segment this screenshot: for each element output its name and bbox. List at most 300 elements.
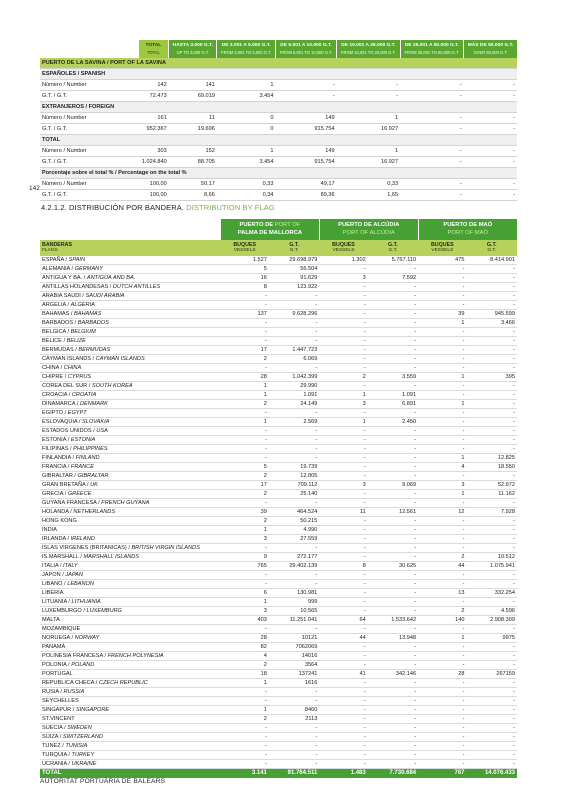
row-value: 49,17: [276, 179, 337, 190]
flag-value: -: [221, 292, 269, 301]
flag-value: -: [368, 355, 418, 364]
flag-value: -: [368, 409, 418, 418]
flag-name-separator: /: [77, 419, 83, 425]
flag-name-es: CHINA: [42, 365, 60, 371]
row-value: -: [276, 91, 337, 102]
flag-name: [40, 607, 221, 616]
flag-name: [40, 382, 221, 391]
columns-header-row: [40, 240, 517, 256]
flag-name: [40, 418, 221, 427]
flag-name-separator: /: [60, 572, 66, 578]
flag-value: -: [319, 751, 367, 760]
total-label: TOTAL: [40, 769, 221, 779]
flag-name-es: TURQUIA: [42, 752, 67, 758]
flag-name-separator: /: [65, 329, 71, 335]
flag-value: -: [319, 265, 367, 274]
flag-value: 41: [319, 670, 367, 679]
flag-name: [40, 715, 221, 724]
flag-name-en: DUTCH ANTILLES: [112, 284, 161, 290]
row-value: 152: [169, 146, 217, 157]
flag-value: -: [368, 427, 418, 436]
flag-value: -: [467, 499, 517, 508]
flag-name-en: TUNISIA: [65, 743, 88, 749]
row-value: 8,66: [169, 190, 217, 201]
flag-value: -: [418, 751, 466, 760]
flag-row: [40, 607, 517, 616]
row-value: -: [464, 190, 517, 201]
flag-value: -: [467, 661, 517, 670]
flag-name: [40, 688, 221, 697]
flag-value: 30.625: [368, 562, 418, 571]
flag-name-es: NORUEGA: [42, 635, 70, 641]
flag-name-es: SEYCHELLES: [42, 698, 79, 704]
flag-value: -: [319, 472, 367, 481]
footer-text: AUTORITAT PORTUÀRIA DE BALEARS: [40, 778, 166, 785]
row-value: 1: [217, 80, 276, 91]
port-alcudia-header: PUERTO DE ALCÚDIA PORT OF ALCÚDIA: [319, 219, 418, 240]
flag-value: -: [319, 436, 367, 445]
flag-name: [40, 454, 221, 463]
flag-row: [40, 319, 517, 328]
row-value: 1: [217, 146, 276, 157]
flag-value: 1: [221, 706, 269, 715]
flag-row: [40, 553, 517, 562]
flag-row: [40, 517, 517, 526]
flag-value: -: [368, 346, 418, 355]
flag-name-en: LITHUANIA: [71, 599, 101, 605]
flag-name-en: CZECH REPUBLIC: [98, 680, 148, 686]
flag-name: [40, 580, 221, 589]
flag-name-separator: /: [60, 743, 66, 749]
flag-row: [40, 616, 517, 625]
flag-value: 5: [221, 463, 269, 472]
flag-value: -: [368, 553, 418, 562]
flag-name: [40, 526, 221, 535]
flag-name: [40, 319, 221, 328]
col-flags: BANDERAS FLAGS: [40, 240, 221, 256]
flag-value: -: [418, 724, 466, 733]
flag-name-es: BELGICA: [42, 329, 66, 335]
flag-name: [40, 301, 221, 310]
flag-value: -: [319, 535, 367, 544]
flag-value: 765: [221, 562, 269, 571]
flag-value: 7.928: [467, 508, 517, 517]
flag-value: 16: [221, 274, 269, 283]
flag-value: 3: [221, 607, 269, 616]
size-distribution-table: [40, 40, 517, 201]
flag-value: -: [269, 688, 319, 697]
data-row: [40, 157, 517, 168]
flag-value: 342.146: [368, 670, 418, 679]
flag-name-en: POLAND: [71, 662, 95, 668]
flag-value: -: [467, 427, 517, 436]
flag-value: -: [221, 688, 269, 697]
flag-value: -: [418, 382, 466, 391]
row-value: 1.024.840: [138, 157, 169, 168]
flag-row: [40, 328, 517, 337]
flag-value: -: [221, 409, 269, 418]
flag-name-en: BELIZE: [66, 338, 86, 344]
flag-value: -: [368, 733, 418, 742]
flag-value: -: [319, 499, 367, 508]
flag-value: 52.972: [467, 481, 517, 490]
flag-value: -: [319, 463, 367, 472]
flag-value: -: [221, 427, 269, 436]
flag-value: 3: [319, 274, 367, 283]
flag-name-es: GRECIA: [42, 491, 64, 497]
row-label: G.T. / G.T.: [40, 157, 138, 168]
flag-name: [40, 508, 221, 517]
flag-value: 6: [221, 589, 269, 598]
flag-name-separator: /: [70, 455, 76, 461]
flag-value: -: [467, 760, 517, 769]
flag-value: -: [467, 742, 517, 751]
flag-name: [40, 589, 221, 598]
flag-value: -: [467, 283, 517, 292]
flag-value: -: [269, 445, 319, 454]
flag-name: [40, 634, 221, 643]
flag-name-en: CAYMAN ISLANDS: [95, 356, 145, 362]
flag-value: -: [418, 499, 466, 508]
flag-value: -: [418, 436, 466, 445]
flag-value: -: [418, 445, 466, 454]
flag-name-separator: /: [91, 356, 96, 362]
flag-row: [40, 445, 517, 454]
flag-value: -: [418, 598, 466, 607]
flag-value: -: [368, 337, 418, 346]
flag-value: 56.504: [269, 265, 319, 274]
flag-value: -: [418, 409, 466, 418]
flag-value: -: [467, 445, 517, 454]
flag-name-separator: /: [63, 410, 68, 416]
flag-value: -: [368, 751, 418, 760]
flag-name: [40, 697, 221, 706]
row-value: 11: [169, 113, 217, 124]
flag-value: -: [418, 328, 466, 337]
flag-value: -: [368, 607, 418, 616]
flag-name-separator: /: [73, 320, 78, 326]
flag-value: 18.550: [467, 463, 517, 472]
section-title: EXTRANJEROS / FOREIGN: [40, 102, 517, 113]
data-row: [40, 190, 517, 201]
flag-name-en: SOUTH KOREA: [91, 383, 133, 389]
flag-value: -: [467, 571, 517, 580]
flag-value: 1.302: [319, 256, 367, 265]
flag-name-es: ANTILLAS HOLANDESAS: [42, 284, 109, 290]
flag-value: 12.805: [269, 472, 319, 481]
flag-value: -: [269, 319, 319, 328]
flag-row: [40, 652, 517, 661]
row-value: -: [400, 157, 464, 168]
flag-name-en: SWEDEN: [67, 725, 92, 731]
flag-value: -: [221, 733, 269, 742]
flag-name: [40, 562, 221, 571]
flag-value: 3.466: [467, 319, 517, 328]
flag-value: -: [319, 364, 367, 373]
flag-name-en: MARSHALL ISLANDS: [83, 554, 140, 560]
flag-name-en: GIBRALTAR: [77, 473, 109, 479]
flag-name-separator: /: [63, 257, 69, 263]
flag-value: 130.981: [269, 589, 319, 598]
flag-value: 475: [418, 256, 466, 265]
flag-value: -: [418, 346, 466, 355]
flag-name: [40, 445, 221, 454]
flag-name-es: BELICE: [42, 338, 62, 344]
flag-name: [40, 427, 221, 436]
page-number: 142: [29, 185, 40, 192]
flag-name-es: EGIPTO: [42, 410, 64, 416]
flag-value: -: [368, 679, 418, 688]
flag-value: -: [319, 454, 367, 463]
flag-value: 2113: [269, 715, 319, 724]
flag-value: 29.990: [269, 382, 319, 391]
flag-name-separator: /: [96, 500, 102, 506]
flag-value: -: [221, 697, 269, 706]
row-value: 69.019: [169, 91, 217, 102]
flag-name: [40, 517, 221, 526]
flag-value: 64: [319, 616, 367, 625]
row-value: 16.927: [337, 157, 401, 168]
flag-row: [40, 310, 517, 319]
flag-value: 2: [319, 373, 367, 382]
row-value: 303: [138, 146, 169, 157]
flag-value: -: [418, 715, 466, 724]
flag-value: -: [368, 499, 418, 508]
flag-value: -: [368, 301, 418, 310]
flag-row: [40, 589, 517, 598]
flag-value: -: [418, 697, 466, 706]
flag-value: -: [269, 697, 319, 706]
flag-name-es: BARBADOS: [42, 320, 74, 326]
flag-name: [40, 733, 221, 742]
flag-name-es: ESTONIA: [42, 437, 67, 443]
flag-value: 17: [221, 481, 269, 490]
flag-name-en: SLOVAKIA: [82, 419, 110, 425]
flag-value: -: [467, 715, 517, 724]
row-value: 0,34: [217, 190, 276, 201]
flag-value: 999: [269, 598, 319, 607]
flag-name-es: GIBRALTAR: [42, 473, 73, 479]
flag-value: 91.629: [269, 274, 319, 283]
flag-name: [40, 256, 221, 265]
flag-name-separator: /: [68, 446, 74, 452]
flag-value: -: [368, 706, 418, 715]
flag-value: 464.524: [269, 508, 319, 517]
row-value: -: [464, 91, 517, 102]
flag-name-en: UK: [90, 482, 98, 488]
flag-row: [40, 643, 517, 652]
flag-value: 14016: [269, 652, 319, 661]
flag-value: 5: [221, 265, 269, 274]
row-value: -: [464, 113, 517, 124]
flag-name: [40, 670, 221, 679]
flag-value: -: [319, 517, 367, 526]
flag-row: [40, 436, 517, 445]
flag-name-en: SWITZERLAND: [62, 734, 103, 740]
flag-name-separator: /: [81, 608, 87, 614]
col-gt: G.T. G.T.: [269, 240, 319, 256]
flag-name-separator: /: [66, 752, 72, 758]
section-title: TOTAL: [40, 135, 517, 146]
row-label: Número / Number: [40, 146, 138, 157]
flag-name: [40, 625, 221, 634]
flag-name-es: JAPON: [42, 572, 61, 578]
flag-value: 137: [221, 310, 269, 319]
flag-value: -: [467, 751, 517, 760]
row-value: 0: [217, 113, 276, 124]
flag-value: -: [269, 337, 319, 346]
flag-row: [40, 535, 517, 544]
flag-value: -: [221, 499, 269, 508]
flag-name-es: CHIPRE: [42, 374, 64, 380]
row-value: 141: [169, 80, 217, 91]
flag-value: -: [319, 409, 367, 418]
flag-value: -: [368, 715, 418, 724]
flag-value: -: [418, 643, 466, 652]
flag-name-es: DINAMARCA: [42, 401, 76, 407]
row-value: -: [464, 157, 517, 168]
flag-row: [40, 283, 517, 292]
flag-value: -: [269, 292, 319, 301]
flag-name-es: CROACIA: [42, 392, 68, 398]
flag-value: -: [269, 580, 319, 589]
flag-value: -: [221, 580, 269, 589]
flag-name: [40, 346, 221, 355]
flag-value: 39: [418, 310, 466, 319]
flag-value: -: [319, 661, 367, 670]
header-3001-5000: DE 3.001 A 5.000 G.T. FROM 3,001 TO 5,000 G.T.: [217, 40, 276, 58]
section-title-en: DISTRIBUTION BY FLAG: [186, 203, 275, 212]
flag-value: -: [418, 625, 466, 634]
flag-name-es: CAYMAN ISLANDS: [42, 356, 92, 362]
flag-value: -: [467, 517, 517, 526]
flag-value: -: [368, 643, 418, 652]
flag-name-es: MOZAMBIQUE: [42, 626, 81, 632]
row-value: 0,33: [337, 179, 401, 190]
flag-value: 82: [221, 643, 269, 652]
flag-value: -: [368, 526, 418, 535]
flag-name-es: ARABIA SAUDI: [42, 293, 81, 299]
flag-value: 332.254: [467, 589, 517, 598]
row-value: 89,36: [276, 190, 337, 201]
flag-name-es: FILIPINAS: [42, 446, 69, 452]
flag-name-separator: /: [58, 734, 63, 740]
flag-value: 18: [221, 670, 269, 679]
row-value: -: [400, 80, 464, 91]
flag-value: -: [319, 733, 367, 742]
flag-name: [40, 328, 221, 337]
port-palma-header: PUERTO DE PORT OF PALMA DE MALLORCA: [221, 219, 320, 240]
flag-value: -: [368, 292, 418, 301]
flag-value: 140: [418, 616, 466, 625]
row-value: -: [400, 91, 464, 102]
flag-value: -: [269, 364, 319, 373]
flag-value: 44: [319, 634, 367, 643]
flag-name-separator: /: [108, 284, 113, 290]
flag-value: -: [418, 337, 466, 346]
flag-value: -: [368, 328, 418, 337]
flag-value: -: [319, 544, 367, 553]
flag-value: -: [467, 688, 517, 697]
flag-value: -: [418, 580, 466, 589]
flag-name: [40, 652, 221, 661]
flag-value: 24.149: [269, 400, 319, 409]
section-row: [40, 135, 517, 146]
flag-name-en: CYPRUS: [67, 374, 92, 380]
flag-value: -: [319, 337, 367, 346]
row-value: -: [400, 124, 464, 135]
flag-value: 3564: [269, 661, 319, 670]
flag-value: 395: [467, 373, 517, 382]
row-value: 142: [138, 80, 169, 91]
row-value: -: [464, 179, 517, 190]
flag-row: [40, 472, 517, 481]
flag-value: -: [368, 724, 418, 733]
row-value: 161: [138, 113, 169, 124]
data-row: [40, 91, 517, 102]
flag-value: -: [319, 319, 367, 328]
flag-value: -: [418, 526, 466, 535]
flag-name: [40, 364, 221, 373]
row-value: -: [337, 91, 401, 102]
flag-name-es: LIBERIA: [42, 590, 64, 596]
flag-name-es: TUNEZ: [42, 743, 61, 749]
flag-row: [40, 463, 517, 472]
flag-name: [40, 463, 221, 472]
flag-value: -: [368, 265, 418, 274]
flag-value: 1: [221, 418, 269, 427]
flag-value: -: [319, 688, 367, 697]
flag-value: -: [269, 409, 319, 418]
flag-name: [40, 661, 221, 670]
flag-value: 13.948: [368, 634, 418, 643]
flag-value: -: [319, 625, 367, 634]
flag-name-en: BARBADOS: [77, 320, 109, 326]
port-mao-header: PUERTO DE MAÓ PORT OF MAÓ: [418, 219, 517, 240]
row-value: -: [337, 80, 401, 91]
flag-value: -: [467, 733, 517, 742]
col-vessels: BUQUES VESSELS: [418, 240, 466, 256]
flag-name-es: ESTADOS UNIDOS: [42, 428, 92, 434]
section-title: [41, 203, 275, 212]
flag-value: -: [221, 544, 269, 553]
flag-name-es: GRAN BRETAÑA: [42, 482, 86, 488]
flag-row: [40, 544, 517, 553]
flag-name-separator: /: [69, 266, 75, 272]
flag-row: [40, 526, 517, 535]
flag-value: 19.739: [269, 463, 319, 472]
row-value: 1: [337, 113, 401, 124]
flag-name-en: BAHAMAS: [74, 311, 102, 317]
flag-value: -: [319, 652, 367, 661]
flag-name-es: BAHAMAS: [42, 311, 70, 317]
flag-value: -: [467, 328, 517, 337]
row-label: Número / Number: [40, 113, 138, 124]
flag-value: 2: [221, 661, 269, 670]
flag-name-es: LITUANIA: [42, 599, 67, 605]
flag-name: [40, 544, 221, 553]
flag-name-separator: /: [126, 545, 132, 551]
flag-name-es: LIBANO: [42, 581, 63, 587]
flag-name-en: BRITISH VIRGIN ISLANDS: [131, 545, 200, 551]
flag-value: 8.414.901: [467, 256, 517, 265]
flag-value: -: [368, 742, 418, 751]
flag-value: -: [221, 364, 269, 373]
flag-value: -: [319, 310, 367, 319]
flag-value: -: [221, 445, 269, 454]
flag-name-en: SPAIN: [68, 257, 86, 263]
flag-row: [40, 724, 517, 733]
